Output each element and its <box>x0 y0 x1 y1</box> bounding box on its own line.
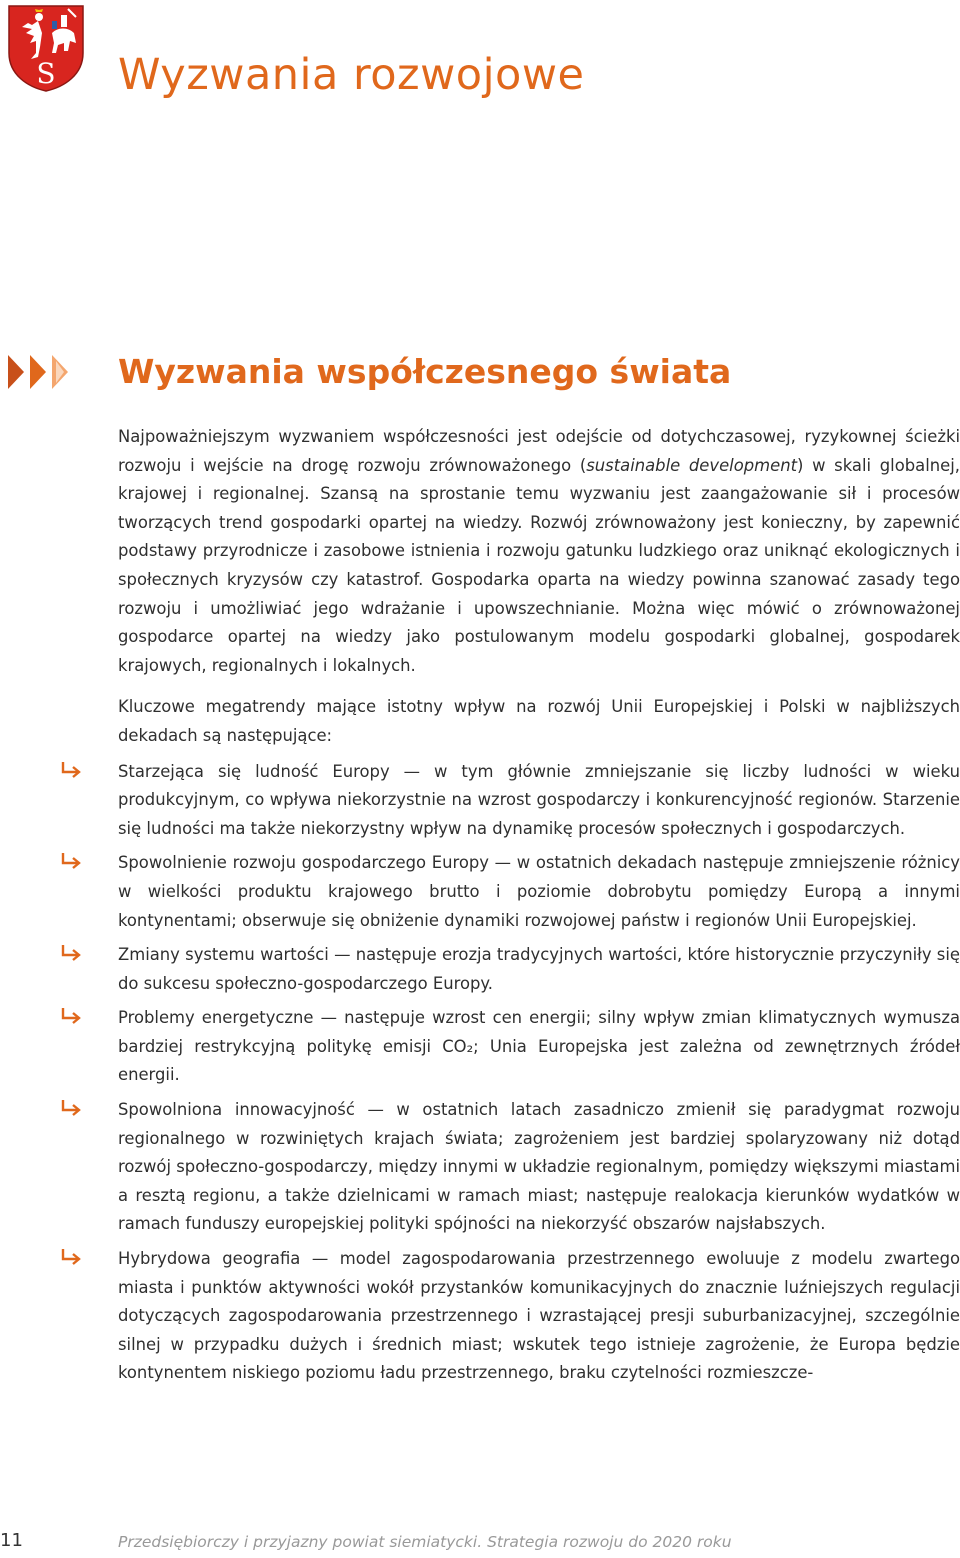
trend-item: Problemy energetyczne — następuje wzrost cen energii; silny wpływ zmian klimatycznych wymusza bardziej restrykcyjną politykę emisji CO₂; Unia Europejska jest zależna od zewnętrznych źródeł energii. <box>118 1004 960 1090</box>
coat-of-arms-icon <box>6 3 86 93</box>
arrow-down-right-icon <box>60 1099 82 1119</box>
trend-item: Spowolnienie rozwoju gospodarczego Europy — w ostatnich dekadach następuje zmniejszenie różnicy w wielkości produktu krajowego brutto i poziomie dobrobytu pomiędzy Europą a innymi kontynentami; obserwuje się obniżenie dynamiki rozwojowej państw i regionów Unii Europejskiej. <box>118 849 960 935</box>
intro-term: sustainable development <box>586 455 798 475</box>
arrow-down-right-icon <box>60 1248 82 1268</box>
page-title: Wyzwania rozwojowe <box>118 50 585 100</box>
triple-arrow-icon <box>8 355 82 389</box>
svg-text:S: S <box>36 57 56 90</box>
footer-text: Przedsiębiorczy i przyjazny powiat siemiatycki. Strategia rozwoju do 2020 roku <box>118 1533 732 1551</box>
trend-item: Starzejąca się ludność Europy — w tym głównie zmniejszanie się liczby ludności w wieku produkcyjnym, co wpływa niekorzystnie na wzrost gospodarczy i konkurencyjność regionów. Starzenie się ludności ma także niekorzystny wpływ na dynamikę procesów społecznych i gospodarczych. <box>118 758 960 844</box>
trend-item: Zmiany systemu wartości — następuje erozja tradycyjnych wartości, które historycznie przyczyniły się do sukcesu społeczno-gospodarczego Europy. <box>118 941 960 998</box>
intro-paragraph: Najpoważniejszym wyzwaniem współczesności jest odejście od dotychczasowej, ryzykownej ścieżki rozwoju i wejście na drogę rozwoju zrównoważonego (sustainable development) w skali globalnej, krajowej i regionalnej. Szansą na sprostanie temu wyzwaniu jest zaangażowanie sił i procesów tworzących trend gospodarki opartej na wiedzy. Rozwój zrównoważony jest konieczny, by zapewnić podstawy przyrodnicze i zasobowe istnienia i rozwoju gatunku ludzkiego oraz uniknąć ekologicznych i społecznych kryzysów czy katastrof. Gospodarka oparta na wiedzy powinna szanować zasady tego rozwoju i umożliwiać jego wdrażanie i upowszechnianie. Można więc mówić o zrównoważonej gospodarce opartej na wiedzy jako postulowanym modelu gospodarki globalnej, gospodarek krajowych, regionalnych i lokalnych. <box>118 427 960 675</box>
page-number: 11 <box>0 1530 23 1551</box>
arrow-down-right-icon <box>60 1007 82 1027</box>
lead-paragraph: Kluczowe megatrendy mające istotny wpływ na rozwój Unii Europejskiej i Polski w najbliższych dekadach są następujące: <box>118 697 960 745</box>
trend-item: Spowolniona innowacyjność — w ostatnich latach zasadniczo zmienił się paradygmat rozwoju regionalnego w rozwiniętych krajach świata; zagrożeniem jest bardziej spolaryzowany niż dotąd rozwój społeczno-gospodarczy, między innymi w układzie regionalnym, pomiędzy większymi miastami a resztą regionu, a także dzielnicami w ramach miast; następuje realokacja kierunków wydatków w ramach funduszy europejskiej polityki spójności na niekorzyść obszarów najsłabszych. <box>118 1096 960 1239</box>
trend-item: Hybrydowa geografia — model zagospodarowania przestrzennego ewoluuje z modelu zwartego miasta i punktów aktywności wokół przystanków komunikacyjnych do znacznie luźniejszych regulacji dotyczących zagospodarowania przestrzennego i wzrastającej presji suburbanizacyjnej, szczególnie silnej w przypadku dużych i średnich miast; wskutek tego istnieje zagrożenie, że Europa będzie kontynentem niskiego poziomu ładu przestrzennego, braku czytelności rozmieszcze- <box>118 1245 960 1388</box>
section-title: Wyzwania współczesnego świata <box>118 352 732 391</box>
arrow-down-right-icon <box>60 944 82 964</box>
arrow-down-right-icon <box>60 852 82 872</box>
main-content <box>118 423 960 1394</box>
arrow-down-right-icon <box>60 761 82 781</box>
